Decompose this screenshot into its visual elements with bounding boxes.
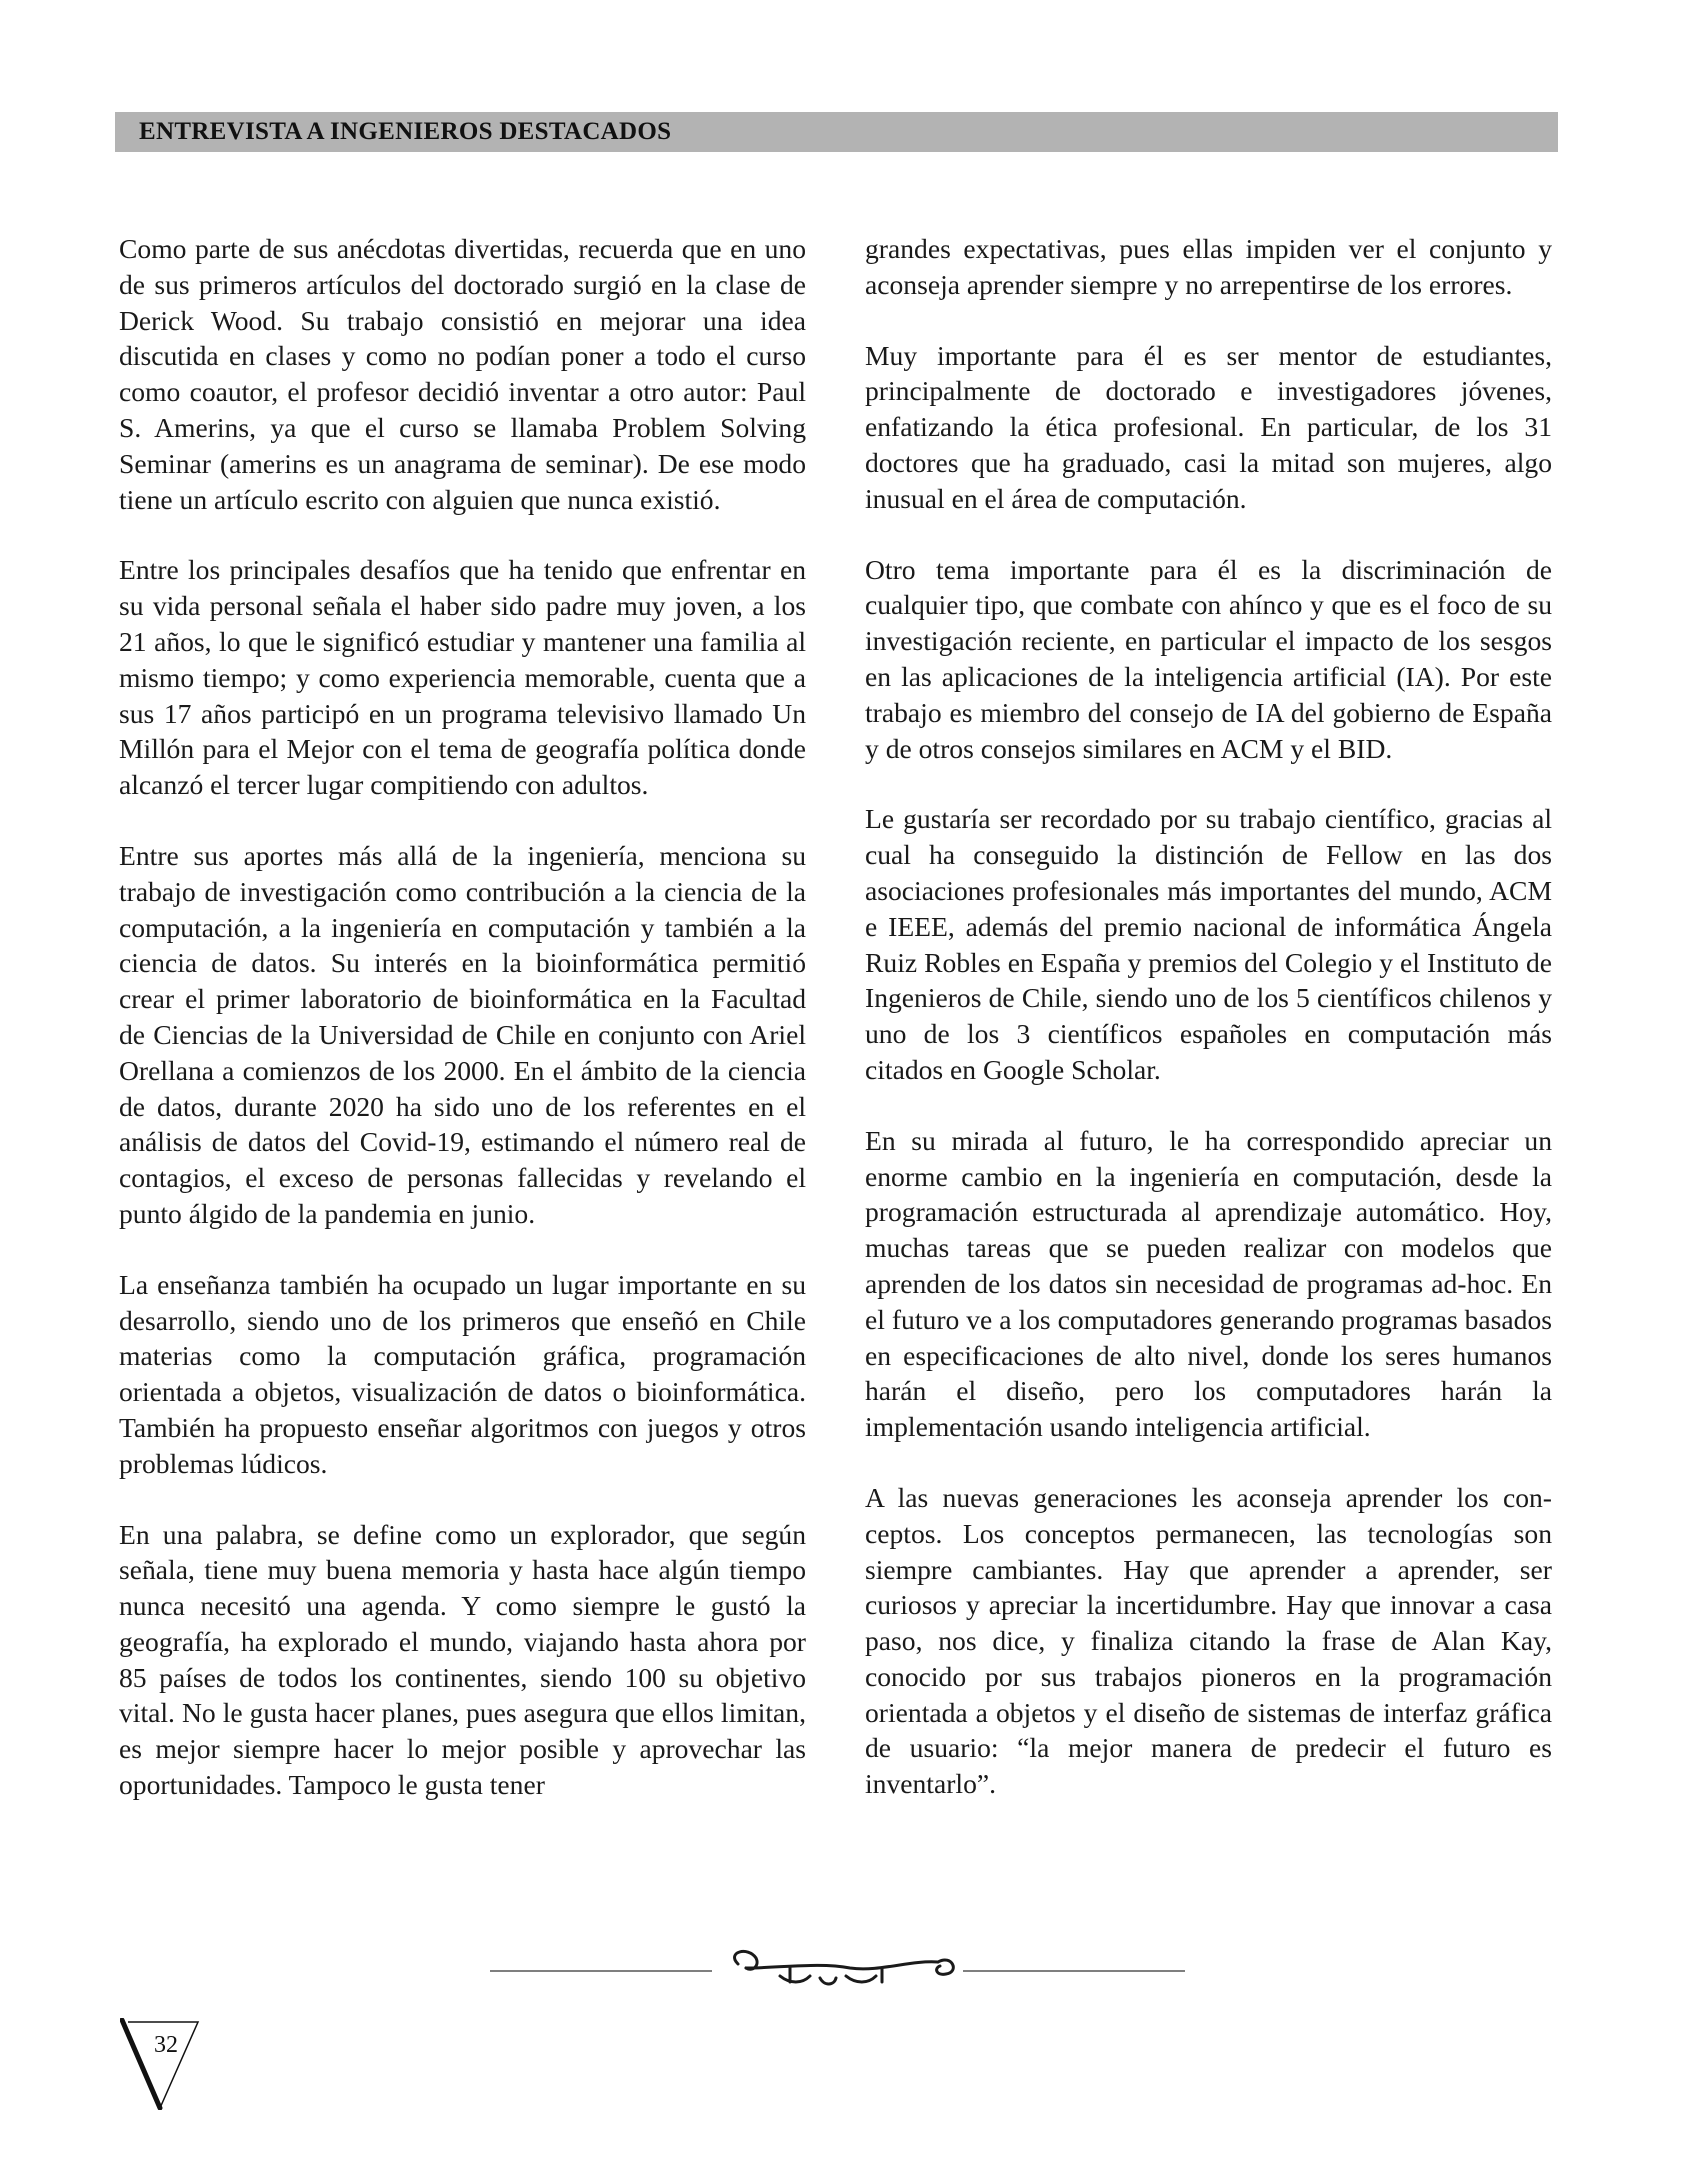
paragraph: La enseñanza también ha ocupado un lugar importante en su desarrollo, siendo uno de los primeros que enseñó en Chile materias como la computación gráfica, programación orientada a objetos, visualización de datos o bioinformática. También ha propuesto enseñar algoritmos con juegos y otros problemas lúdicos. [119, 1268, 806, 1479]
left-column [119, 231, 806, 1838]
section-title: ENTREVISTA A INGENIEROS DESTACADOS [139, 118, 672, 145]
page-number-block [120, 2018, 202, 2110]
paragraph: Como parte de sus anécdotas divertidas, recuerda que en uno de sus primeros artículos del doctorado surgió en la clase de Derick Wood. Su trabajo consistió en mejorar una idea discutida en clases y como no podían poner a todo el curso como coautor, el profesor decidió inventar a otro autor: Paul S. Amerins, ya que el curso se llamaba Problem Solving Seminar (amerins es un anagrama de seminar). De ese modo tiene un artículo escrito con alguien que nunca existió. [119, 233, 806, 515]
paragraph: Le gustaría ser recordado por su trabajo científico, gracias al cual ha conseguido la distinción de Fellow en las dos asociaciones profesionales más importantes del mundo, ACM e IEEE, además del premio nacional de informática Ángela Ruiz Robles en España y premios del Colegio y el Instituto de Ingenieros de Chile, siendo uno de los 5 científicos chilenos y uno de los 3 científicos españoles en computación más citados en Google Scholar. [865, 803, 1552, 1085]
paragraph: Otro tema importante para él es la discriminación de cualquier tipo, que combate con ahínco y que es el foco de su investigación reciente, en particular el impacto de los sesgos en las aplicaciones de la inteligencia artificial (IA). Por este trabajo es miembro del consejo de IA del gobierno de España y de otros consejos similares en ACM y el BID. [865, 553, 1552, 764]
paragraph: Entre los principales desafíos que ha tenido que enfrentar en su vida personal señala el haber sido padre muy joven, a los 21 años, lo que le significó estudiar y mantener una familia al mismo tiempo; y como experiencia memorable, cuenta que a sus 17 años participó en un programa televisivo llamado Un Millón para el Mejor con el tema de geografía política donde alcanzó el tercer lugar compitiendo con adultos. [119, 554, 806, 801]
paragraph: En una palabra, se define como un explorador, que según señala, tiene muy buena memoria y hasta hace algún tiempo nunca necesitó una agenda. Y como siempre le gustó la geografía, ha explorado el mundo, viajando hasta ahora por 85 países de todos los continentes, siendo 100 su objetivo vital. No le gusta hacer planes, pues asegura que ellos limitan, es mejor siempre hacer lo mejor posible y aprovechar las oportunidades. Tampoco le gusta tener [119, 1518, 806, 1801]
page-number: 32 [154, 2032, 178, 2058]
section-header-bar [115, 112, 1558, 152]
paragraph: A las nuevas generaciones les aconseja aprender los conceptos. Los conceptos permanecen, las tecnologías son siempre cambiantes. Hay que aprender a aprender, ser curiosos y apreciar la incertidumbre. Hay que innovar a casa paso, nos dice, y finaliza citando la frase de Alan Kay, conocido por sus trabajos pioneros en la programación orientada a objetos y el diseño de sistemas de interfaz gráfica de usuario: “la mejor manera de predecir el futuro es inventarlo”. [865, 1481, 1552, 1800]
paragraph: Entre sus aportes más allá de la ingeniería, menciona su trabajo de investigación como contribución a la ciencia de la computación, a la ingeniería en computación y también a la ciencia de datos. Su interés en la bioinformática permitió crear el primer laboratorio de bioinformática en la Facultad de Ciencias de la Universidad de Chile en conjunto con Ariel Orellana a comienzos de los 2000. En el ámbito de la ciencia de datos, durante 2020 ha sido uno de los referentes en el análisis de datos del Covid-19, estimando el número real de contagios, el exceso de personas fallecidas y revelando el punto álgido de la pandemia en junio. [119, 839, 806, 1229]
paragraph: En su mirada al futuro, le ha correspondido apreciar un enorme cambio en la ingeniería en computación, desde la programación estructurada al aprendizaje automático. Hoy, muchas tareas que se pueden realizar con modelos que aprenden de los datos sin necesidad de programas ad-hoc. En el futuro ve a los computadores generando programas basados en especificaciones de alto nivel, donde los seres humanos harán el diseño, pero los computadores harán la implementación usando inteligencia artificial. [865, 1124, 1552, 1443]
paragraph: grandes expectativas, pues ellas impiden ver el conjunto y aconseja aprender siempre y no arrepentirse de los errores. [865, 233, 1552, 300]
paragraph: Muy importante para él es ser mentor de estudiantes, principalmente de doctorado e investigadores jóvenes, enfatizando la ética profesional. En particular, de los 31 doctores que ha graduado, casi la mitad son mujeres, algo inusual en el área de computación. [865, 339, 1552, 514]
scroll-divider-icon [490, 1938, 1185, 1998]
right-column [865, 231, 1552, 1837]
